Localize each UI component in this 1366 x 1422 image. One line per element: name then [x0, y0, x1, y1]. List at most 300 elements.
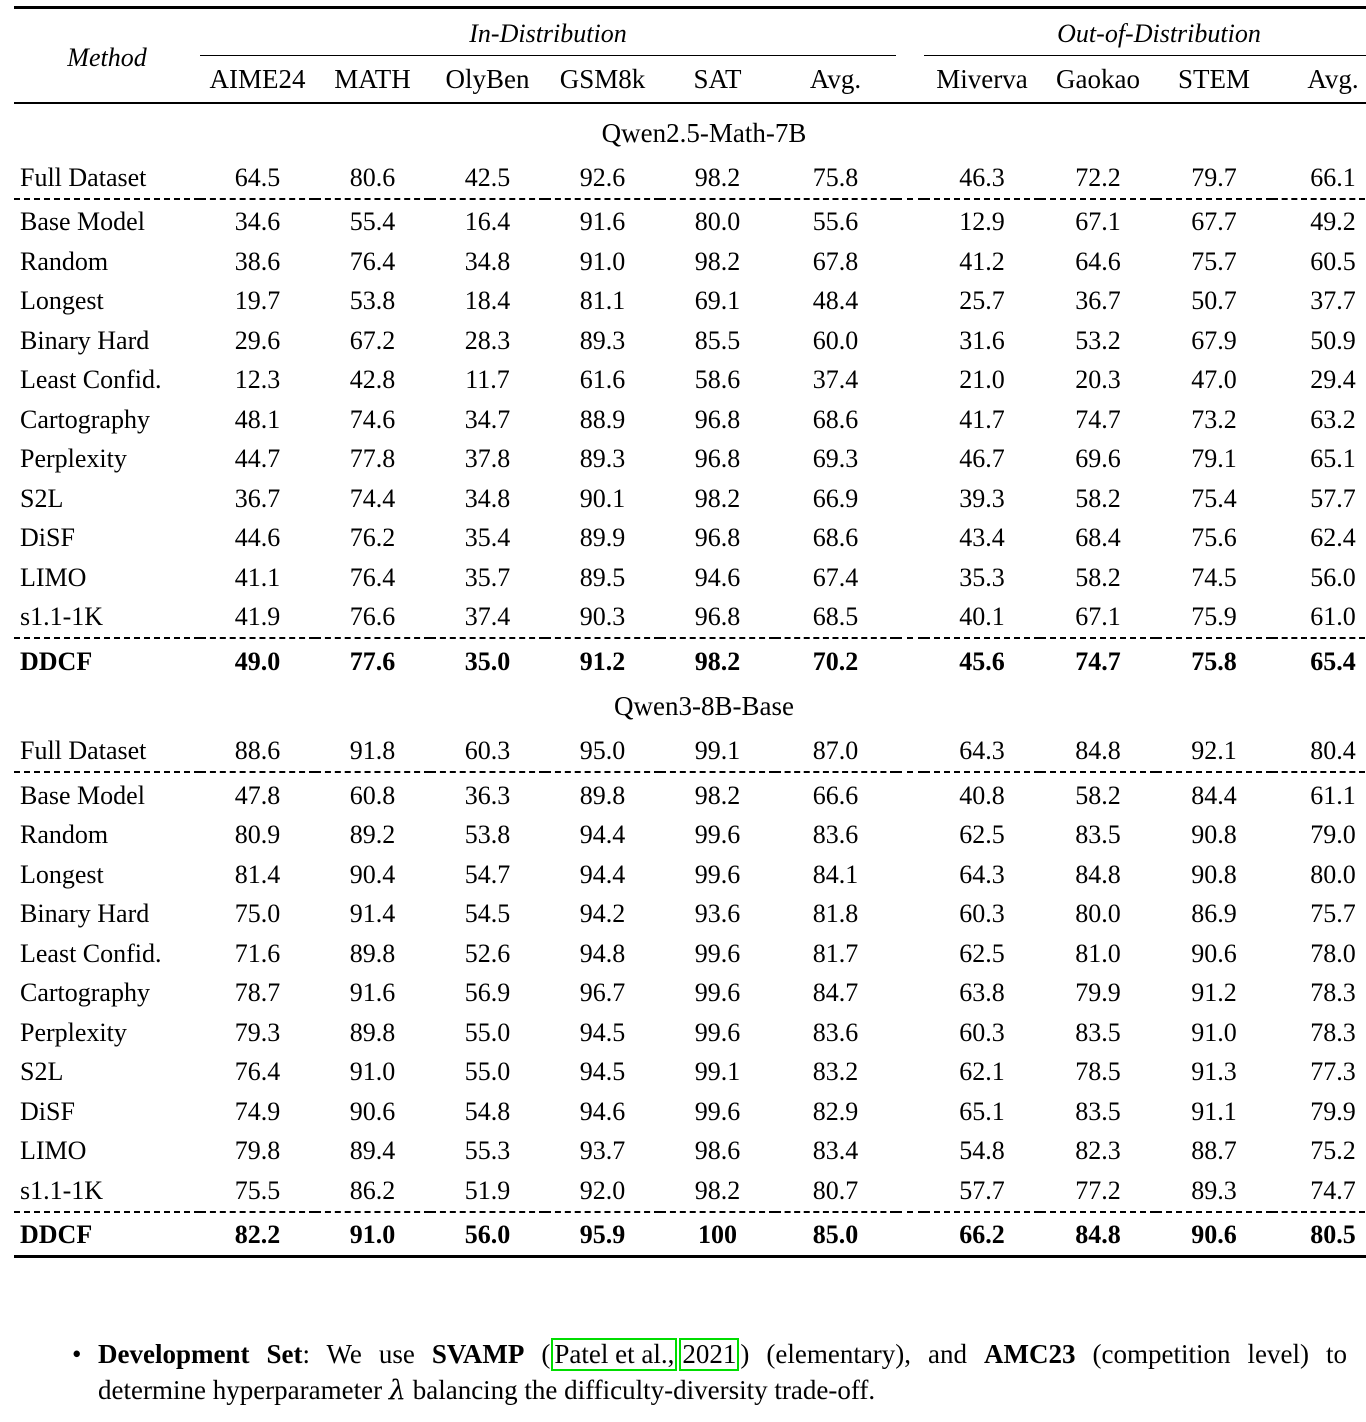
cell-value: 29.6	[234, 325, 281, 355]
row-gap	[896, 855, 924, 895]
cell-value: 68.5	[812, 602, 859, 632]
table-row	[14, 519, 1366, 559]
cell-value: 34.6	[234, 207, 281, 237]
cell-value: 89.3	[579, 444, 626, 474]
citation-author-link[interactable]: Patel et al.,	[551, 1338, 677, 1371]
cell-value: 87.0	[812, 736, 859, 766]
cell-value: 65.1	[1310, 444, 1356, 474]
cell-value: 37.4	[464, 602, 511, 632]
cell-value: 36.7	[1075, 286, 1121, 316]
cell-value: 67.8	[812, 246, 859, 276]
cell-value: 55.6	[812, 207, 859, 237]
cell-value: 65.1	[959, 1096, 1005, 1126]
row-label: Least Confid.	[20, 938, 162, 968]
cell-value: 70.2	[812, 646, 859, 676]
cell-value: 25.7	[959, 286, 1005, 316]
cell-value: 50.9	[1310, 325, 1356, 355]
cell-value: 86.2	[349, 1175, 396, 1205]
cell-value: 41.1	[234, 562, 281, 592]
cell-value: 55.3	[464, 1136, 511, 1166]
cell-value: 98.2	[694, 246, 741, 276]
column-header-row	[14, 56, 1366, 103]
cell-value: 79.8	[234, 1136, 281, 1166]
cell-value: 99.6	[694, 938, 741, 968]
bullet-paren-close: )	[740, 1339, 750, 1369]
cell-value: 55.0	[464, 1057, 511, 1087]
cell-value: 79.3	[234, 1017, 281, 1047]
cell-value: 90.3	[579, 602, 626, 632]
cell-value: 80.9	[234, 820, 281, 850]
cell-value: 60.3	[464, 736, 511, 766]
cell-value: 53.2	[1075, 325, 1121, 355]
cell-value: 73.2	[1191, 404, 1237, 434]
cell-value: 11.7	[465, 365, 510, 395]
cell-value: 82.2	[234, 1220, 281, 1250]
table-row	[14, 1053, 1366, 1093]
cell-value: 60.3	[959, 899, 1005, 929]
cell-value: 19.7	[234, 286, 281, 316]
cell-value: 56.9	[464, 978, 511, 1008]
cell-value: 77.6	[349, 646, 396, 676]
cell-value: 40.8	[959, 780, 1005, 810]
row-gap	[896, 321, 924, 361]
cell-value: 99.6	[694, 820, 741, 850]
row-gap	[896, 642, 924, 682]
cell-value: 50.7	[1191, 286, 1237, 316]
cell-value: 49.2	[1310, 207, 1356, 237]
cell-value: 99.1	[694, 1057, 741, 1087]
table-row	[14, 282, 1366, 322]
column-header-gaokao: Gaokao	[1056, 63, 1140, 94]
cell-value: 99.6	[694, 1096, 741, 1126]
table-row	[14, 479, 1366, 519]
table-row	[14, 1216, 1366, 1257]
cell-value: 67.4	[812, 562, 859, 592]
row-gap	[896, 776, 924, 816]
cell-value: 68.6	[812, 404, 859, 434]
row-gap	[896, 816, 924, 856]
cell-value: 65.4	[1310, 646, 1356, 676]
table-row	[14, 400, 1366, 440]
row-gap	[896, 934, 924, 974]
row-gap	[896, 282, 924, 322]
row-label: Cartography	[20, 404, 150, 434]
results-table-container	[14, 6, 1359, 1262]
cell-value: 77.8	[349, 444, 396, 474]
cell-value: 96.8	[694, 523, 741, 553]
bullet-segment-1: We use	[310, 1339, 432, 1369]
cell-value: 89.8	[349, 938, 396, 968]
row-label: Longest	[20, 859, 104, 889]
cell-value: 60.0	[812, 325, 859, 355]
lambda-symbol: λ	[388, 1374, 406, 1406]
cell-value: 66.6	[812, 780, 859, 810]
cell-value: 45.6	[959, 646, 1005, 676]
cell-value: 20.3	[1075, 365, 1121, 395]
cell-value: 61.6	[579, 365, 626, 395]
cell-value: 79.0	[1310, 820, 1356, 850]
cell-value: 41.9	[234, 602, 281, 632]
cell-value: 99.6	[694, 859, 741, 889]
cell-value: 88.7	[1191, 1136, 1237, 1166]
cell-value: 47.0	[1191, 365, 1237, 395]
column-header-gsm8k: GSM8k	[559, 63, 646, 94]
bullet-segment-3: (competition level) to determine hyperparameter	[98, 1339, 1347, 1405]
cell-value: 66.2	[959, 1220, 1005, 1250]
development-set-bullet	[72, 1337, 1347, 1408]
cell-value: 100	[698, 1220, 737, 1250]
cell-value: 62.5	[959, 938, 1005, 968]
cell-value: 35.3	[959, 562, 1005, 592]
cell-value: 81.0	[1075, 938, 1121, 968]
row-gap	[896, 203, 924, 243]
cell-value: 80.6	[349, 162, 396, 192]
cell-value: 36.7	[234, 483, 281, 513]
cell-value: 81.7	[812, 938, 859, 968]
cell-value: 82.9	[812, 1096, 859, 1126]
column-header-gap	[896, 56, 924, 103]
cell-value: 55.0	[464, 1017, 511, 1047]
cell-value: 31.6	[959, 325, 1005, 355]
results-table	[14, 6, 1366, 1262]
cell-value: 35.0	[464, 646, 511, 676]
cell-value: 54.5	[464, 899, 511, 929]
cell-value: 96.8	[694, 602, 741, 632]
cell-value: 74.4	[349, 483, 396, 513]
table-row	[14, 361, 1366, 401]
row-gap	[896, 242, 924, 282]
cell-value: 78.5	[1075, 1057, 1121, 1087]
cell-value: 34.8	[464, 246, 511, 276]
cell-value: 90.4	[349, 859, 396, 889]
cell-value: 55.4	[349, 207, 396, 237]
cell-value: 90.1	[579, 483, 626, 513]
cell-value: 42.8	[349, 365, 396, 395]
cell-value: 75.9	[1191, 602, 1237, 632]
cell-value: 80.7	[812, 1175, 859, 1205]
cell-value: 84.8	[1075, 859, 1121, 889]
column-header-aime24: AIME24	[209, 63, 306, 94]
cell-value: 35.4	[464, 523, 511, 553]
cell-value: 76.4	[349, 246, 396, 276]
row-label: Random	[20, 246, 109, 276]
svamp-dataset-name: SVAMP	[431, 1339, 525, 1369]
cell-value: 53.8	[349, 286, 396, 316]
cell-value: 74.6	[349, 404, 396, 434]
table-bottom-rule	[14, 1257, 1366, 1263]
cell-value: 69.1	[694, 286, 741, 316]
cell-value: 66.1	[1310, 162, 1356, 192]
row-label: Least Confid.	[20, 365, 162, 395]
row-label: Base Model	[20, 207, 145, 237]
cell-value: 76.4	[349, 562, 396, 592]
cell-value: 98.2	[694, 162, 741, 192]
row-label: DDCF	[20, 646, 93, 676]
cell-value: 89.3	[579, 325, 626, 355]
row-gap	[896, 1013, 924, 1053]
cell-value: 29.4	[1310, 365, 1356, 395]
table-row	[14, 855, 1366, 895]
cell-value: 53.8	[464, 820, 511, 850]
cell-value: 75.7	[1310, 899, 1356, 929]
cell-value: 94.2	[579, 899, 626, 929]
cell-value: 96.8	[694, 404, 741, 434]
column-header-miverva: Miverva	[936, 63, 1028, 94]
cell-value: 89.8	[349, 1017, 396, 1047]
table-row	[14, 1013, 1366, 1053]
cell-value: 61.0	[1310, 602, 1356, 632]
bullet-paren-open: (	[524, 1339, 551, 1369]
row-gap	[896, 479, 924, 519]
cell-value: 83.4	[812, 1136, 859, 1166]
row-label: s1.1-1K	[20, 1175, 104, 1205]
cell-value: 89.4	[349, 1136, 396, 1166]
citation-year-link[interactable]: 2021	[679, 1338, 739, 1371]
cell-value: 41.2	[959, 246, 1005, 276]
cell-value: 60.8	[349, 780, 396, 810]
cell-value: 39.3	[959, 483, 1005, 513]
cell-value: 83.5	[1075, 820, 1121, 850]
cell-value: 78.0	[1310, 938, 1356, 968]
cell-value: 79.9	[1310, 1096, 1356, 1126]
cell-value: 66.9	[812, 483, 859, 513]
cell-value: 91.0	[349, 1220, 396, 1250]
cell-value: 43.4	[959, 523, 1005, 553]
table-row	[14, 776, 1366, 816]
cell-value: 93.7	[579, 1136, 626, 1166]
cell-value: 78.3	[1310, 978, 1356, 1008]
row-gap	[896, 361, 924, 401]
cell-value: 71.6	[234, 938, 281, 968]
cell-value: 77.2	[1075, 1175, 1121, 1205]
cell-value: 60.3	[959, 1017, 1005, 1047]
row-gap	[896, 974, 924, 1014]
cell-value: 72.2	[1075, 162, 1121, 192]
table-row	[14, 642, 1366, 682]
row-label: Binary Hard	[20, 899, 150, 929]
cell-value: 61.1	[1310, 780, 1356, 810]
table-row	[14, 934, 1366, 974]
cell-value: 94.8	[579, 938, 626, 968]
cell-value: 96.8	[694, 444, 741, 474]
table-row	[14, 321, 1366, 361]
cell-value: 69.3	[812, 444, 859, 474]
cell-value: 74.7	[1310, 1175, 1356, 1205]
cell-value: 99.1	[694, 736, 741, 766]
cell-value: 60.5	[1310, 246, 1356, 276]
cell-value: 68.4	[1075, 523, 1121, 553]
cell-value: 83.6	[812, 1017, 859, 1047]
cell-value: 75.5	[234, 1175, 281, 1205]
row-label: Base Model	[20, 780, 145, 810]
cell-value: 48.4	[812, 286, 859, 316]
bullet-segment-4: balancing the difficulty-diversity trade-off.	[405, 1374, 876, 1405]
cell-value: 75.2	[1310, 1136, 1356, 1166]
cell-value: 90.6	[1191, 938, 1237, 968]
cell-value: 58.6	[694, 365, 741, 395]
cell-value: 93.6	[694, 899, 741, 929]
cell-value: 98.2	[694, 1175, 741, 1205]
cell-value: 75.4	[1191, 483, 1237, 513]
cell-value: 83.5	[1075, 1017, 1121, 1047]
cell-value: 98.6	[694, 1136, 741, 1166]
cell-value: 91.6	[349, 978, 396, 1008]
amc23-dataset-name: AMC23	[984, 1339, 1076, 1369]
cell-value: 74.9	[234, 1096, 281, 1126]
cell-value: 46.3	[959, 162, 1005, 192]
cell-value: 67.1	[1075, 602, 1121, 632]
cell-value: 89.5	[579, 562, 626, 592]
block-title-row	[14, 108, 1366, 158]
cell-value: 76.6	[349, 602, 396, 632]
cell-value: 67.9	[1191, 325, 1237, 355]
cell-value: 79.7	[1191, 162, 1237, 192]
row-label: Random	[20, 820, 109, 850]
row-gap	[896, 895, 924, 935]
cell-value: 91.8	[349, 736, 396, 766]
cell-value: 85.0	[812, 1220, 859, 1250]
column-header-sat: SAT	[693, 63, 742, 94]
cell-value: 62.5	[959, 820, 1005, 850]
cell-value: 94.6	[694, 562, 741, 592]
cell-value: 34.8	[464, 483, 511, 513]
cell-value: 85.5	[694, 325, 741, 355]
cell-value: 58.2	[1075, 780, 1121, 810]
cell-value: 67.1	[1075, 207, 1121, 237]
block-title: Qwen3-8B-Base	[614, 691, 794, 721]
cell-value: 80.0	[1310, 859, 1356, 889]
cell-value: 49.0	[234, 646, 281, 676]
cell-value: 91.4	[349, 899, 396, 929]
cell-value: 96.7	[579, 978, 626, 1008]
row-label: Binary Hard	[20, 325, 150, 355]
cell-value: 84.8	[1075, 1220, 1121, 1250]
cell-value: 74.7	[1075, 404, 1121, 434]
row-label: DiSF	[20, 523, 75, 553]
cell-value: 47.8	[234, 780, 281, 810]
cell-value: 80.4	[1310, 736, 1356, 766]
cell-value: 54.8	[464, 1096, 511, 1126]
row-gap	[896, 598, 924, 639]
cell-value: 44.7	[234, 444, 281, 474]
bullet-lead-label: Development Set	[98, 1339, 303, 1369]
column-header-method: Method	[67, 42, 147, 72]
cell-value: 67.7	[1191, 207, 1237, 237]
cell-value: 91.6	[579, 207, 626, 237]
bullet-paragraph	[98, 1337, 1347, 1408]
row-gap	[896, 440, 924, 480]
column-header-olyben: OlyBen	[445, 63, 530, 94]
cell-value: 58.2	[1075, 483, 1121, 513]
cell-value: 57.7	[1310, 483, 1356, 513]
cell-value: 89.8	[579, 780, 626, 810]
cell-value: 41.7	[959, 404, 1005, 434]
cell-value: 56.0	[464, 1220, 511, 1250]
cell-value: 63.2	[1310, 404, 1356, 434]
cell-value: 95.0	[579, 736, 626, 766]
cell-value: 64.6	[1075, 246, 1121, 276]
row-gap	[896, 1132, 924, 1172]
cell-value: 12.9	[959, 207, 1005, 237]
column-header-stem: STEM	[1177, 63, 1250, 94]
row-label: LIMO	[20, 562, 87, 592]
cell-value: 84.4	[1191, 780, 1237, 810]
cell-value: 79.1	[1191, 444, 1237, 474]
cell-value: 74.7	[1075, 646, 1121, 676]
cell-value: 89.2	[349, 820, 396, 850]
cell-value: 62.4	[1310, 523, 1356, 553]
group-header-out-of-distribution: Out-of-Distribution	[1057, 19, 1261, 48]
cell-value: 63.8	[959, 978, 1005, 1008]
cell-value: 54.7	[464, 859, 511, 889]
cell-value: 83.6	[812, 820, 859, 850]
table-row	[14, 1092, 1366, 1132]
cell-value: 91.0	[579, 246, 626, 276]
group-header-row	[14, 13, 1366, 55]
cell-value: 75.8	[1191, 646, 1237, 676]
cell-value: 62.1	[959, 1057, 1005, 1087]
cell-value: 46.7	[959, 444, 1005, 474]
table-row	[14, 598, 1366, 639]
row-gap	[896, 558, 924, 598]
cell-value: 34.7	[464, 404, 511, 434]
cell-value: 56.0	[1310, 562, 1356, 592]
cell-value: 80.0	[1075, 899, 1121, 929]
column-header-avg: Avg.	[809, 63, 862, 94]
cell-value: 99.6	[694, 1017, 741, 1047]
cell-value: 89.3	[1191, 1175, 1237, 1205]
cell-value: 28.3	[464, 325, 511, 355]
row-gap	[896, 1092, 924, 1132]
cell-value: 64.5	[234, 162, 281, 192]
cell-value: 98.2	[694, 483, 741, 513]
table-row	[14, 158, 1366, 199]
row-gap	[896, 732, 924, 773]
row-label: S2L	[20, 1057, 64, 1087]
cell-value: 79.9	[1075, 978, 1121, 1008]
cell-value: 54.8	[959, 1136, 1005, 1166]
cell-value: 78.7	[234, 978, 281, 1008]
cell-value: 21.0	[959, 365, 1005, 395]
cell-value: 98.2	[694, 780, 741, 810]
row-gap	[896, 158, 924, 199]
cell-value: 84.8	[1075, 736, 1121, 766]
cell-value: 75.7	[1191, 246, 1237, 276]
cell-value: 44.6	[234, 523, 281, 553]
cell-value: 76.2	[349, 523, 396, 553]
cell-value: 91.3	[1191, 1057, 1237, 1087]
cell-value: 48.1	[234, 404, 281, 434]
cell-value: 37.4	[812, 365, 859, 395]
table-row	[14, 895, 1366, 935]
table-row	[14, 1171, 1366, 1212]
cell-value: 86.9	[1191, 899, 1237, 929]
cell-value: 67.2	[349, 325, 396, 355]
cell-value: 57.7	[959, 1175, 1005, 1205]
cell-value: 83.5	[1075, 1096, 1121, 1126]
cell-value: 80.5	[1310, 1220, 1356, 1250]
cell-value: 52.6	[464, 938, 511, 968]
cell-value: 42.5	[464, 162, 511, 192]
table-row	[14, 816, 1366, 856]
group-header-gap	[896, 13, 924, 55]
column-header-avg: Avg.	[1307, 63, 1359, 94]
row-gap	[896, 1171, 924, 1212]
table-row	[14, 242, 1366, 282]
group-header-in-distribution: In-Distribution	[469, 19, 627, 48]
cell-value: 75.6	[1191, 523, 1237, 553]
cell-value: 88.6	[234, 736, 281, 766]
